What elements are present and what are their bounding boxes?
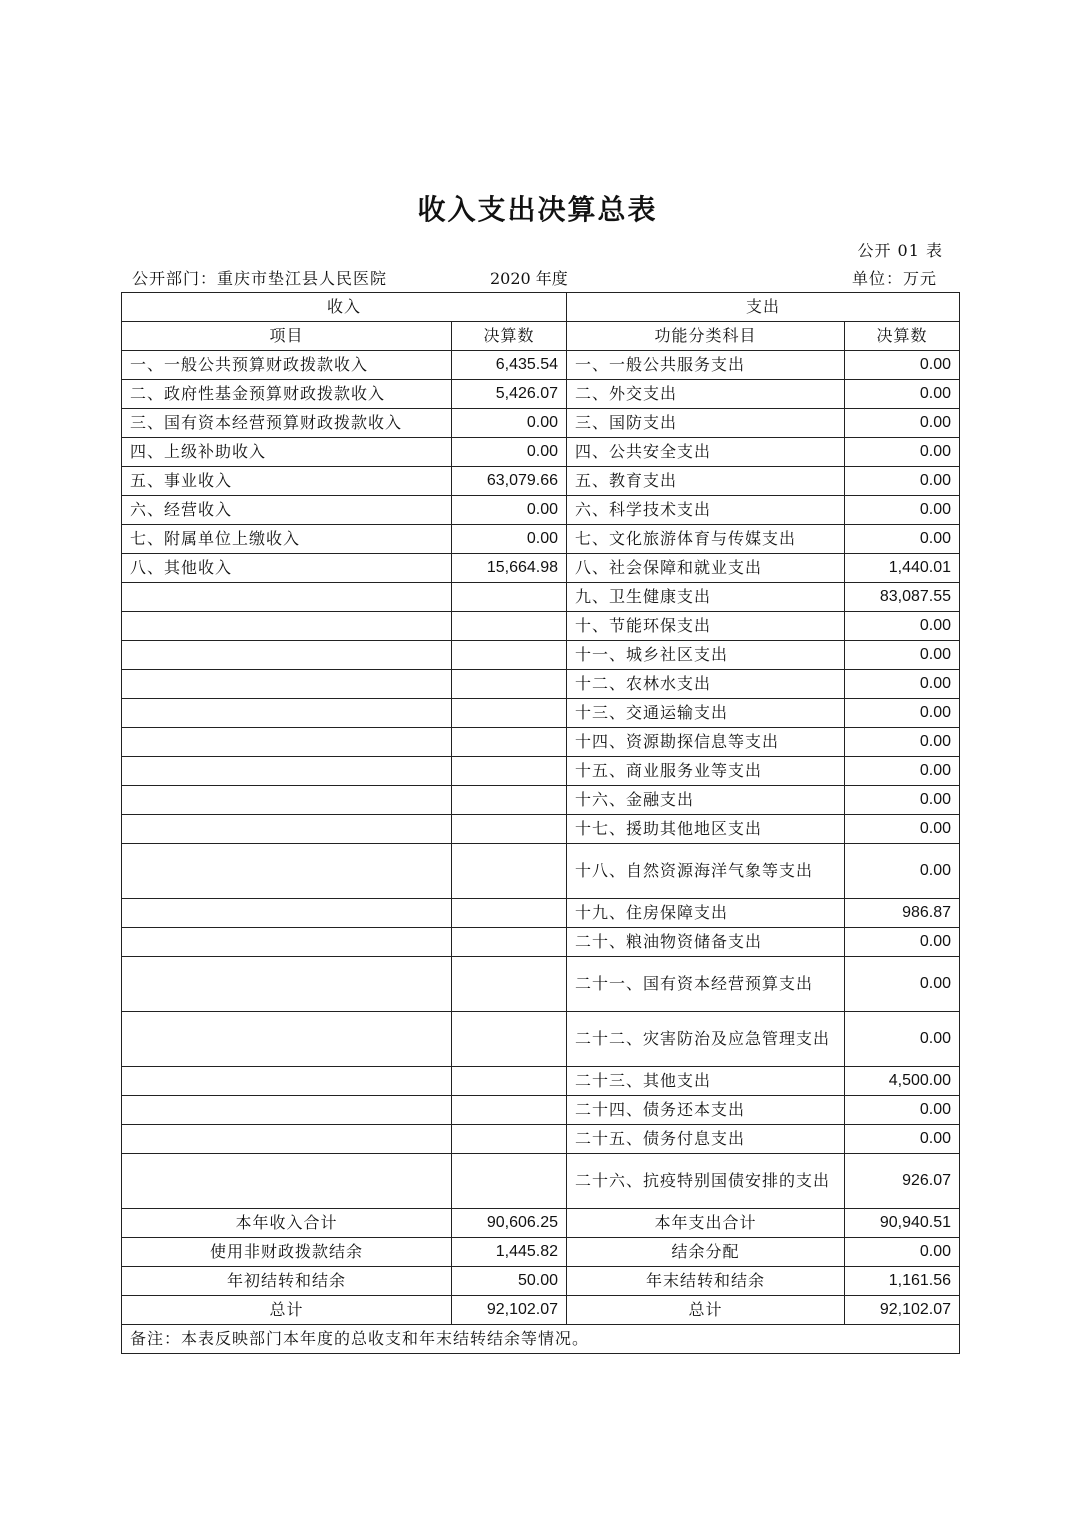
income-amount-cell bbox=[452, 641, 567, 670]
income-header: 收入 bbox=[122, 293, 567, 322]
expense-amount-cell: 986.87 bbox=[845, 899, 960, 928]
table-row bbox=[122, 496, 960, 525]
income-amount-cell bbox=[452, 786, 567, 815]
table-row bbox=[122, 844, 960, 899]
income-item-cell bbox=[122, 786, 452, 815]
income-item-cell bbox=[122, 1154, 452, 1209]
expense-amount-cell: 4,500.00 bbox=[845, 1067, 960, 1096]
table-row bbox=[122, 1012, 960, 1067]
expense-amount-cell: 83,087.55 bbox=[845, 583, 960, 612]
income-total-label: 年初结转和结余 bbox=[122, 1267, 452, 1296]
table-row bbox=[122, 554, 960, 583]
fiscal-year: 2020 年度 bbox=[490, 269, 568, 288]
expense-total-label: 结余分配 bbox=[567, 1238, 845, 1267]
total-row bbox=[122, 1296, 960, 1325]
income-item-cell bbox=[122, 641, 452, 670]
total-row bbox=[122, 1209, 960, 1238]
expense-amount-cell: 0.00 bbox=[845, 728, 960, 757]
expense-amount-cell: 0.00 bbox=[845, 1125, 960, 1154]
income-amount-column-header: 决算数 bbox=[452, 322, 567, 351]
page-title: 收入支出决算总表 bbox=[417, 193, 658, 226]
expense-amount-cell: 0.00 bbox=[845, 844, 960, 899]
table-row bbox=[122, 467, 960, 496]
table-row bbox=[122, 1154, 960, 1209]
expense-amount-cell: 0.00 bbox=[845, 928, 960, 957]
expense-amount-cell: 0.00 bbox=[845, 438, 960, 467]
income-amount-cell: 0.00 bbox=[452, 438, 567, 467]
income-item-cell: 四、上级补助收入 bbox=[122, 438, 452, 467]
table-row bbox=[122, 786, 960, 815]
table-row bbox=[122, 1096, 960, 1125]
expense-item-cell: 五、教育支出 bbox=[567, 467, 845, 496]
expense-item-cell: 六、科学技术支出 bbox=[567, 496, 845, 525]
income-amount-cell bbox=[452, 815, 567, 844]
income-amount-cell bbox=[452, 844, 567, 899]
expense-item-cell: 十八、自然资源海洋气象等支出 bbox=[567, 844, 845, 899]
table-row bbox=[122, 380, 960, 409]
income-amount-cell bbox=[452, 1125, 567, 1154]
income-amount-cell bbox=[452, 612, 567, 641]
income-amount-cell bbox=[452, 670, 567, 699]
expense-total-value: 92,102.07 bbox=[845, 1296, 960, 1325]
income-total-label: 本年收入合计 bbox=[122, 1209, 452, 1238]
income-item-cell bbox=[122, 1067, 452, 1096]
table-row bbox=[122, 641, 960, 670]
expense-total-value: 90,940.51 bbox=[845, 1209, 960, 1238]
expense-amount-cell: 1,440.01 bbox=[845, 554, 960, 583]
expense-item-cell: 二十二、灾害防治及应急管理支出 bbox=[567, 1012, 845, 1067]
expense-item-cell: 二十三、其他支出 bbox=[567, 1067, 845, 1096]
income-total-label: 使用非财政拨款结余 bbox=[122, 1238, 452, 1267]
table-row bbox=[122, 757, 960, 786]
income-amount-cell bbox=[452, 1067, 567, 1096]
item-column-header: 项目 bbox=[122, 322, 452, 351]
expense-item-cell: 二十四、债务还本支出 bbox=[567, 1096, 845, 1125]
income-item-cell: 二、政府性基金预算财政拨款收入 bbox=[122, 380, 452, 409]
expense-item-cell: 十、节能环保支出 bbox=[567, 612, 845, 641]
expense-amount-cell: 0.00 bbox=[845, 525, 960, 554]
department-label: 公开部门：重庆市垫江县人民医院 bbox=[132, 269, 388, 288]
expense-header: 支出 bbox=[567, 293, 960, 322]
expense-amount-cell: 0.00 bbox=[845, 815, 960, 844]
table-row bbox=[122, 525, 960, 554]
expense-amount-cell: 0.00 bbox=[845, 699, 960, 728]
income-item-cell bbox=[122, 1012, 452, 1067]
income-amount-cell bbox=[452, 757, 567, 786]
expense-item-cell: 十六、金融支出 bbox=[567, 786, 845, 815]
income-amount-cell: 0.00 bbox=[452, 496, 567, 525]
income-amount-cell bbox=[452, 899, 567, 928]
income-item-cell: 六、经营收入 bbox=[122, 496, 452, 525]
income-total-value: 90,606.25 bbox=[452, 1209, 567, 1238]
income-item-cell bbox=[122, 928, 452, 957]
table-number: 公开 01 表 bbox=[857, 241, 943, 260]
expense-amount-cell: 0.00 bbox=[845, 957, 960, 1012]
income-amount-cell: 63,079.66 bbox=[452, 467, 567, 496]
income-item-cell: 八、其他收入 bbox=[122, 554, 452, 583]
income-amount-cell bbox=[452, 928, 567, 957]
expense-amount-cell: 0.00 bbox=[845, 757, 960, 786]
income-item-cell: 五、事业收入 bbox=[122, 467, 452, 496]
expense-item-cell: 九、卫生健康支出 bbox=[567, 583, 845, 612]
total-row bbox=[122, 1267, 960, 1296]
table-row bbox=[122, 438, 960, 467]
expense-item-cell: 十四、资源勘探信息等支出 bbox=[567, 728, 845, 757]
expense-item-cell: 十一、城乡社区支出 bbox=[567, 641, 845, 670]
income-item-cell bbox=[122, 699, 452, 728]
income-amount-cell: 15,664.98 bbox=[452, 554, 567, 583]
income-item-cell: 一、一般公共预算财政拨款收入 bbox=[122, 351, 452, 380]
expense-amount-cell: 0.00 bbox=[845, 612, 960, 641]
table-row bbox=[122, 899, 960, 928]
income-total-value: 1,445.82 bbox=[452, 1238, 567, 1267]
expense-amount-cell: 0.00 bbox=[845, 1096, 960, 1125]
income-amount-cell bbox=[452, 957, 567, 1012]
expense-total-value: 1,161.56 bbox=[845, 1267, 960, 1296]
expense-item-cell: 七、文化旅游体育与传媒支出 bbox=[567, 525, 845, 554]
income-total-value: 50.00 bbox=[452, 1267, 567, 1296]
expense-amount-cell: 0.00 bbox=[845, 467, 960, 496]
expense-item-cell: 四、公共安全支出 bbox=[567, 438, 845, 467]
expense-amount-cell: 0.00 bbox=[845, 496, 960, 525]
expense-amount-cell: 0.00 bbox=[845, 786, 960, 815]
expense-amount-cell: 0.00 bbox=[845, 409, 960, 438]
section-header-row bbox=[122, 293, 960, 322]
expense-item-cell: 二十一、国有资本经营预算支出 bbox=[567, 957, 845, 1012]
note-row bbox=[122, 1325, 960, 1354]
expense-amount-cell: 0.00 bbox=[845, 351, 960, 380]
income-amount-cell bbox=[452, 728, 567, 757]
table-row bbox=[122, 1067, 960, 1096]
table-row bbox=[122, 815, 960, 844]
income-amount-cell bbox=[452, 699, 567, 728]
income-item-cell bbox=[122, 815, 452, 844]
income-item-cell: 三、国有资本经营预算财政拨款收入 bbox=[122, 409, 452, 438]
income-item-cell bbox=[122, 670, 452, 699]
table-row bbox=[122, 670, 960, 699]
expense-amount-cell: 0.00 bbox=[845, 1012, 960, 1067]
expense-item-cell: 十五、商业服务业等支出 bbox=[567, 757, 845, 786]
table-row bbox=[122, 583, 960, 612]
expense-total-value: 0.00 bbox=[845, 1238, 960, 1267]
income-item-cell bbox=[122, 583, 452, 612]
income-item-cell bbox=[122, 757, 452, 786]
expense-total-label: 年末结转和结余 bbox=[567, 1267, 845, 1296]
expense-item-cell: 十二、农林水支出 bbox=[567, 670, 845, 699]
income-item-cell bbox=[122, 844, 452, 899]
table-row bbox=[122, 612, 960, 641]
income-amount-cell bbox=[452, 583, 567, 612]
income-expense-table bbox=[121, 292, 960, 1354]
expense-item-cell: 十三、交通运输支出 bbox=[567, 699, 845, 728]
expense-amount-column-header: 决算数 bbox=[845, 322, 960, 351]
total-row bbox=[122, 1238, 960, 1267]
income-item-cell bbox=[122, 612, 452, 641]
expense-item-cell: 十七、援助其他地区支出 bbox=[567, 815, 845, 844]
income-item-cell bbox=[122, 728, 452, 757]
income-amount-cell: 6,435.54 bbox=[452, 351, 567, 380]
table-row bbox=[122, 1125, 960, 1154]
unit-label: 单位：万元 bbox=[851, 269, 937, 288]
expense-item-cell: 二十、粮油物资储备支出 bbox=[567, 928, 845, 957]
expense-item-cell: 十九、住房保障支出 bbox=[567, 899, 845, 928]
income-amount-cell bbox=[452, 1012, 567, 1067]
income-item-cell bbox=[122, 1125, 452, 1154]
income-amount-cell bbox=[452, 1154, 567, 1209]
expense-amount-cell: 0.00 bbox=[845, 641, 960, 670]
income-total-label: 总计 bbox=[122, 1296, 452, 1325]
expense-amount-cell: 0.00 bbox=[845, 380, 960, 409]
table-row bbox=[122, 351, 960, 380]
income-item-cell bbox=[122, 1096, 452, 1125]
column-header-row bbox=[122, 322, 960, 351]
function-item-column-header: 功能分类科目 bbox=[567, 322, 845, 351]
income-amount-cell: 0.00 bbox=[452, 409, 567, 438]
table-row bbox=[122, 699, 960, 728]
expense-item-cell: 二十五、债务付息支出 bbox=[567, 1125, 845, 1154]
expense-item-cell: 八、社会保障和就业支出 bbox=[567, 554, 845, 583]
income-item-cell bbox=[122, 957, 452, 1012]
expense-total-label: 总计 bbox=[567, 1296, 845, 1325]
expense-total-label: 本年支出合计 bbox=[567, 1209, 845, 1238]
income-amount-cell bbox=[452, 1096, 567, 1125]
expense-item-cell: 二、外交支出 bbox=[567, 380, 845, 409]
expense-item-cell: 二十六、抗疫特别国债安排的支出 bbox=[567, 1154, 845, 1209]
expense-item-cell: 一、一般公共服务支出 bbox=[567, 351, 845, 380]
expense-amount-cell: 0.00 bbox=[845, 670, 960, 699]
income-amount-cell: 0.00 bbox=[452, 525, 567, 554]
income-amount-cell: 5,426.07 bbox=[452, 380, 567, 409]
table-row bbox=[122, 728, 960, 757]
income-item-cell bbox=[122, 899, 452, 928]
expense-amount-cell: 926.07 bbox=[845, 1154, 960, 1209]
expense-item-cell: 三、国防支出 bbox=[567, 409, 845, 438]
income-item-cell: 七、附属单位上缴收入 bbox=[122, 525, 452, 554]
income-total-value: 92,102.07 bbox=[452, 1296, 567, 1325]
table-row bbox=[122, 957, 960, 1012]
note-text: 备注：本表反映部门本年度的总收支和年末结转结余等情况。 bbox=[122, 1325, 960, 1354]
table-row bbox=[122, 928, 960, 957]
table-row bbox=[122, 409, 960, 438]
